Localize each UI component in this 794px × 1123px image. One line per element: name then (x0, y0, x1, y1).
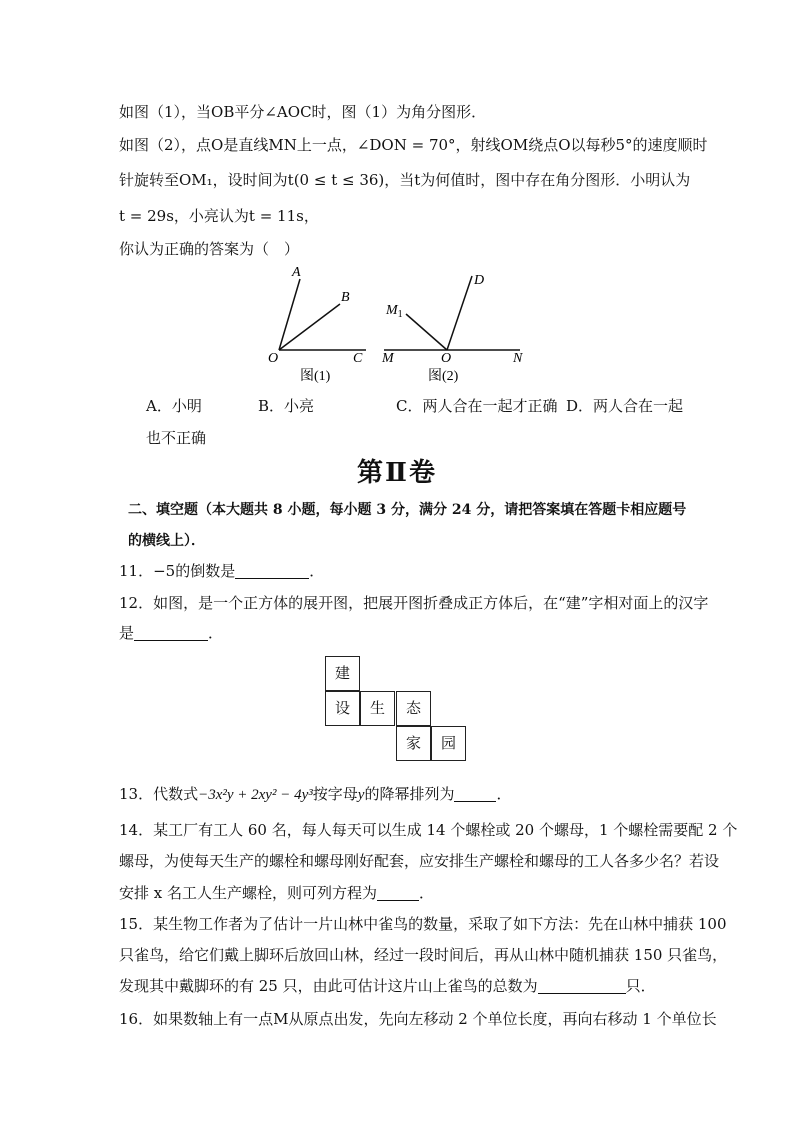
section2-line1: 二、填空题（本大题共 8 小题，每小题 3 分，满分 24 分，请把答案填在答题卡相应题号 (128, 502, 687, 518)
q15-line1: 15．某生物工作者为了估计一片山林中雀鸟的数量，采取了如下方法：先在山林中捕获 100 (119, 915, 727, 933)
net-cell-sheng: 生 (360, 691, 395, 726)
fig2-caption: 图(2) (428, 369, 459, 384)
ray-OB (279, 304, 340, 350)
q12-line1: 12．如图，是一个正方体的展开图，把展开图折叠成正方体后，在“建”字相对面上的汉字 (119, 594, 709, 612)
q11: 11．−5的倒数是 ． (119, 562, 325, 580)
ray-OD (447, 276, 472, 350)
option-c: C．两人合在一起才正确 (396, 397, 558, 415)
q15-line3: 发现其中戴脚环的有 25 只，由此可估计这片山上雀鸟的总数为 只． (119, 977, 656, 995)
option-a: A．小明 (146, 397, 202, 415)
q14-answer-blank (377, 886, 419, 901)
q13-expression: −3x²y + 2xy² − 4y³ (198, 787, 313, 803)
ray-OA (279, 279, 300, 350)
label-M1: $M_1$ (386, 303, 403, 320)
q14-line1: 14．某工厂有工人 60 名，每人每天可以生成 14 个螺栓或 20 个螺母，1 个螺栓需要配 2 个 (119, 821, 738, 839)
net-cell-jian: 建 (325, 656, 360, 691)
label-N: N (513, 351, 523, 366)
q15-line2: 只雀鸟，给它们戴上脚环后放回山林，经过一段时间后，再从山林中随机捕获 150 只雀鸟， (119, 946, 728, 964)
option-d: D．两人合在一起 (566, 397, 684, 415)
figure-1 (262, 262, 372, 384)
q12-line2: 是 ． (119, 624, 224, 642)
q10-line1: 如图（1），当OB平分∠AOC时，图（1）为角分图形． (119, 103, 487, 121)
q10-line5: 你认为正确的答案为（ ） (119, 240, 300, 258)
q12-answer-blank (134, 626, 208, 641)
option-b: B．小亮 (258, 397, 315, 415)
fig1-caption: 图(1) (300, 369, 331, 384)
label-O: O (268, 351, 279, 366)
q16-line1: 16．如果数轴上有一点M从原点出发，先向左移动 2 个单位长度，再向右移动 1 个单位长 (119, 1010, 717, 1028)
q11-answer-blank (235, 564, 309, 579)
q14-line2: 螺母，为使每天生产的螺栓和螺母刚好配套，应安排生产螺栓和螺母的工人各多少名？若设 (119, 852, 720, 870)
net-cell-jia: 家 (396, 726, 431, 761)
label-B: B (341, 290, 350, 305)
section2-line2: 的横线上）． (128, 533, 205, 549)
label-M: M (382, 351, 394, 366)
part-title: 第Ⅱ卷 (357, 458, 437, 488)
q10-line4: t = 29s，小亮认为t = 11s， (119, 207, 319, 225)
q13: 13．代数式−3x²y + 2xy² − 4y³按字母y的降幂排列为 ． (119, 785, 512, 803)
ray-OM1 (406, 314, 447, 350)
net-cell-yuan: 园 (431, 726, 466, 761)
q13-answer-blank (454, 787, 496, 802)
label-O2: O (441, 351, 452, 366)
q15-answer-blank (538, 979, 626, 994)
q10-line2: 如图（2），点O是直线MN上一点，∠DON = 70°，射线OM绕点O以每秒5°的速度顺时 (119, 136, 708, 154)
label-A: A (292, 265, 301, 280)
q14-line3: 安排 x 名工人生产螺栓，则可列方程为 ． (119, 884, 435, 902)
option-d-cont: 也不正确 (146, 429, 207, 447)
label-D: D (474, 273, 485, 288)
net-cell-she: 设 (325, 691, 360, 726)
label-C: C (353, 351, 363, 366)
net-cell-tai: 态 (396, 691, 431, 726)
figure-2 (380, 262, 530, 384)
q11-text: 11．−5的倒数是 (119, 562, 236, 580)
q10-line3: 针旋转至OM₁，设时间为t(0 ≤ t ≤ 36)，当t为何值时，图中存在角分图形．小明认为 (119, 171, 691, 189)
